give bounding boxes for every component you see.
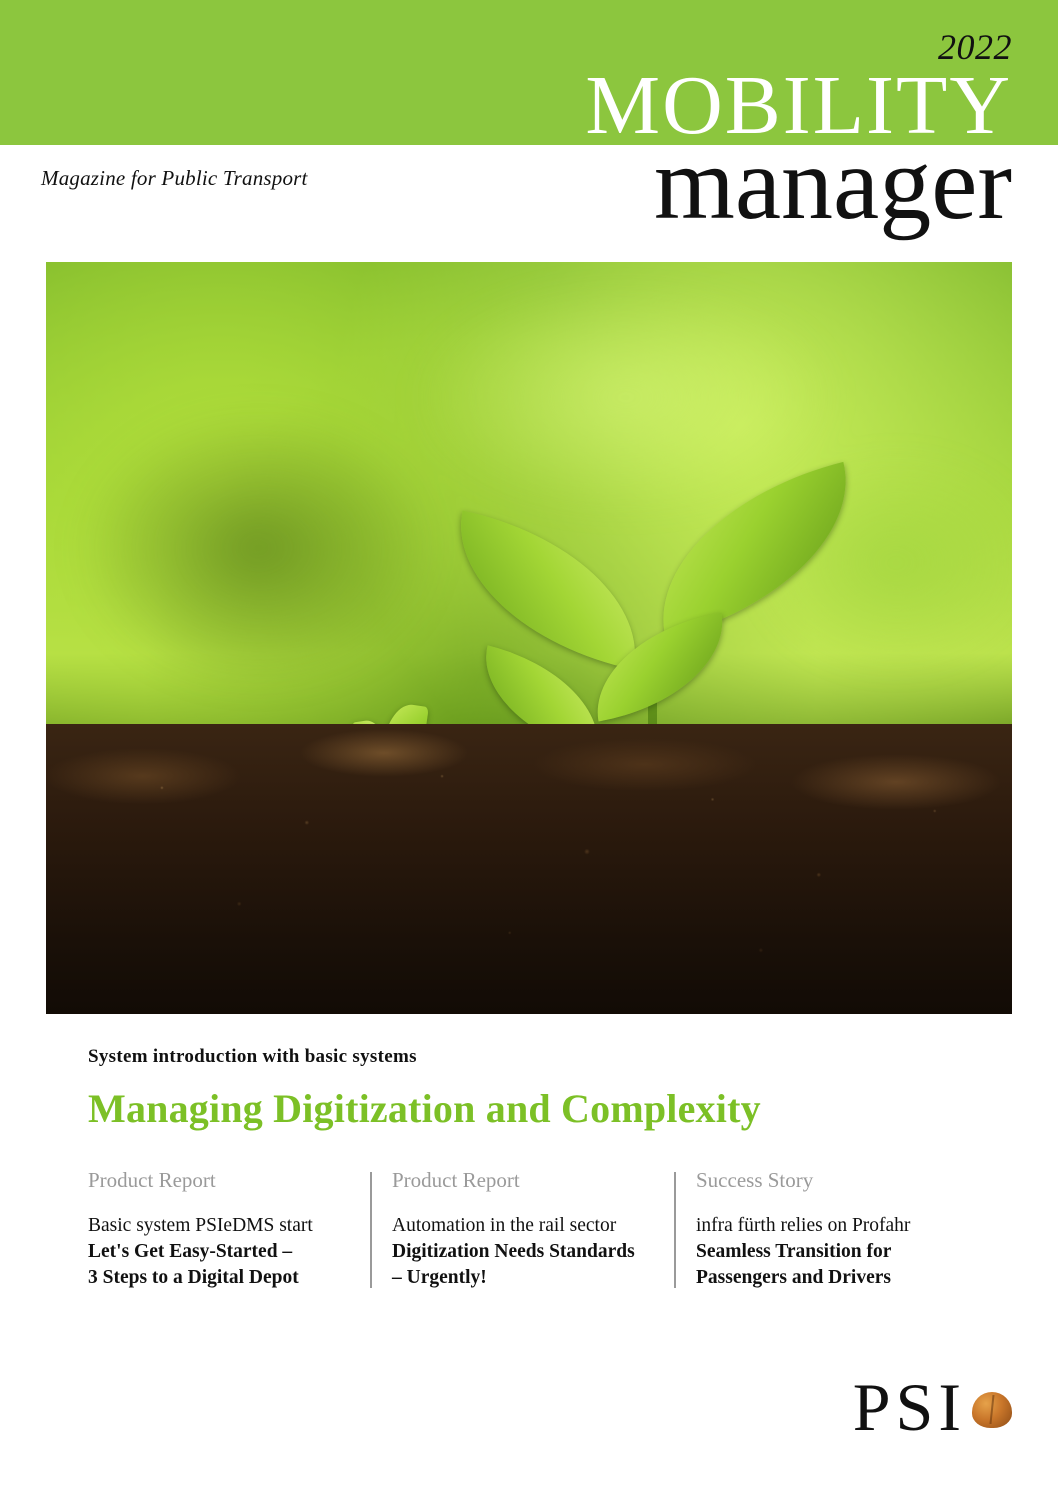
soil [46,724,1012,1014]
magazine-title-line1: MOBILITY [585,59,1012,152]
teaser-line-3: 3 Steps to a Digital Depot [88,1267,299,1288]
teaser-line-2: Digitization Needs Standards [392,1241,635,1262]
teaser-label: Product Report [392,1168,520,1192]
magazine-subtitle: Magazine for Public Transport [41,166,308,190]
teaser-line-2: Seamless Transition for [696,1241,892,1262]
psi-logo [852,1369,1012,1445]
leaf-icon [584,612,737,721]
teaser-item [674,1168,978,1291]
teaser-label: Success Story [696,1168,814,1192]
feature-kicker: System introduction with basic systems [88,1046,417,1067]
seed-icon [972,1392,1012,1428]
teaser-line-3: – Urgently! [392,1267,487,1288]
soil-texture [46,724,1012,1014]
magazine-title-line2: manager [653,126,1012,241]
teaser-list [88,1168,978,1291]
teaser-label: Product Report [88,1168,216,1192]
teaser-line-1: Basic system PSIeDMS start [88,1215,313,1236]
feature-headline: Managing Digitization and Complexity [88,1086,761,1131]
teaser-line-1: infra fürth relies on Profahr [696,1215,911,1236]
teaser-line-2: Let's Get Easy-Started – [88,1241,293,1262]
issue-year: 2022 [938,27,1012,67]
teaser-item [370,1168,674,1291]
cover-photo [46,262,1012,1014]
teaser-line-3: Passengers and Drivers [696,1267,891,1288]
teaser-item [88,1168,370,1291]
leaf-icon [635,462,875,638]
teaser-line-1: Automation in the rail sector [392,1215,617,1236]
psi-logo-text: PSI [852,1369,966,1445]
